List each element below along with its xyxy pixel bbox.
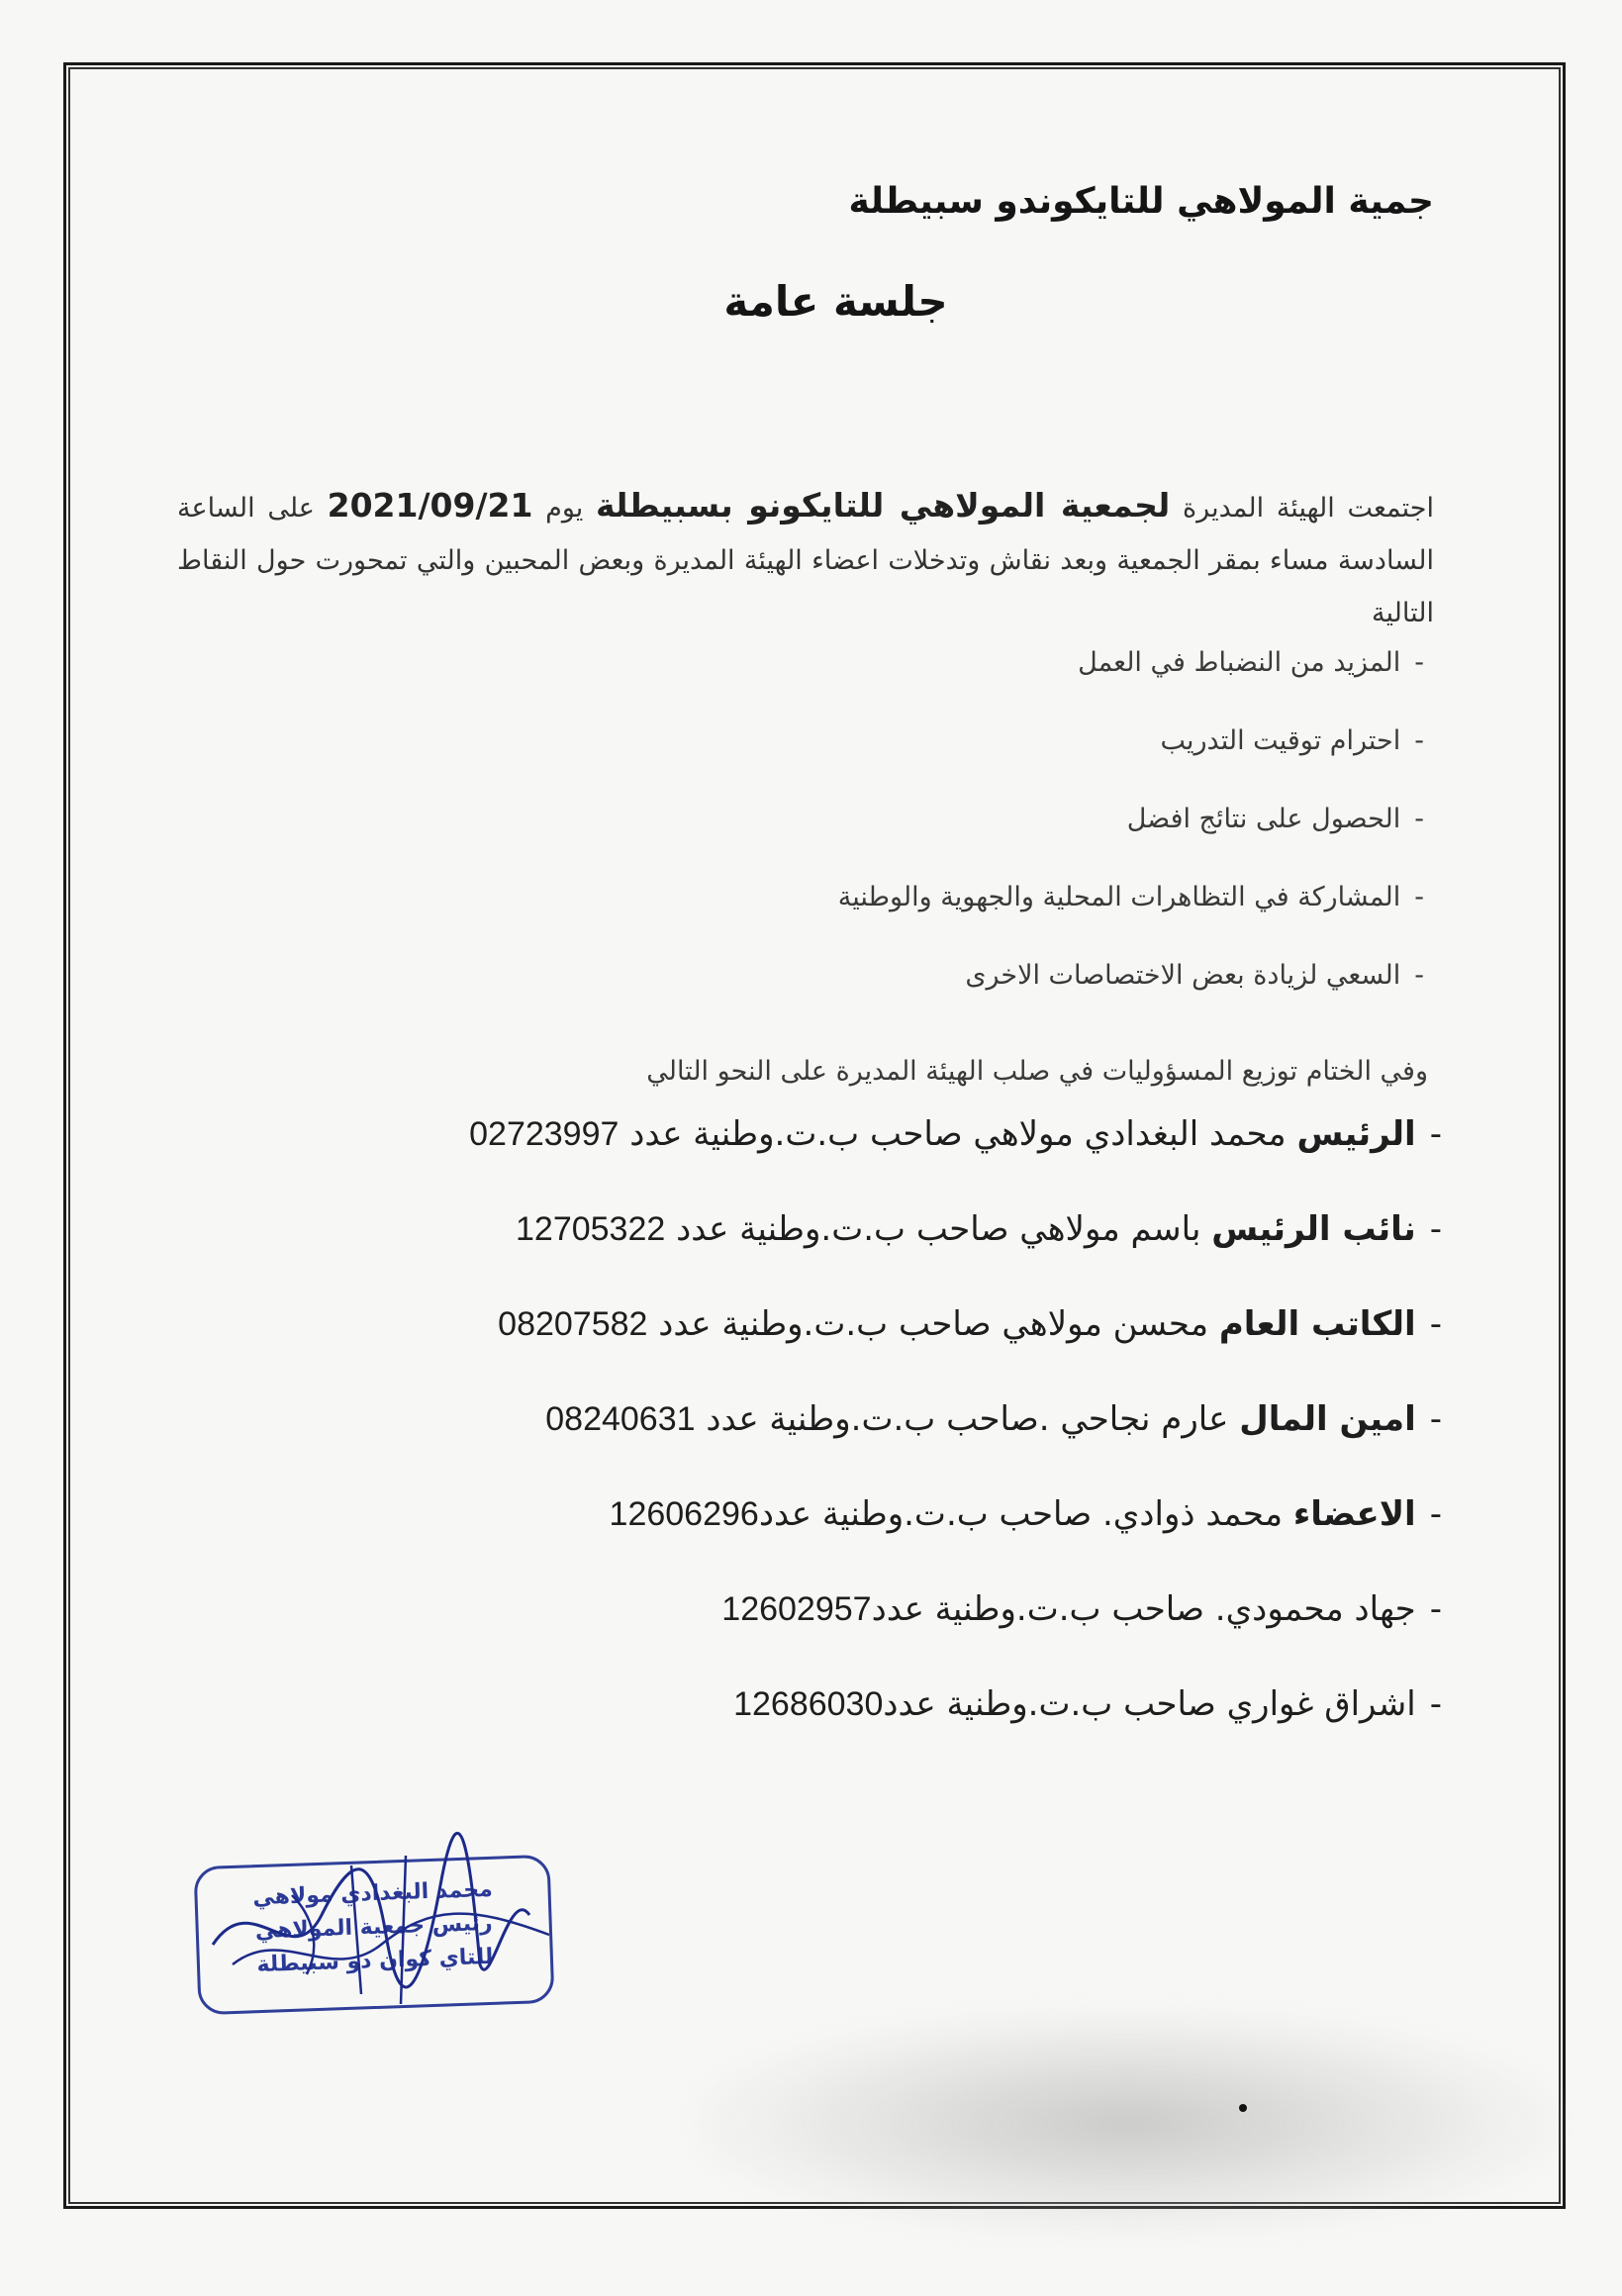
scan-shadow [693, 2009, 1564, 2237]
officer-role: الاعضاء [1292, 1494, 1416, 1534]
officer-role: الكاتب العام [1218, 1304, 1416, 1344]
agenda-point: -السعي لزيادة بعض الاختصاصات الاخرى [965, 960, 1424, 991]
session-title: جلسة عامة [723, 277, 948, 326]
officer-role: امين المال [1239, 1399, 1416, 1439]
officer-id: 12705322 [516, 1210, 666, 1248]
officer-id: 08207582 [498, 1305, 648, 1343]
agenda-point: -المشاركة في التظاهرات المحلية والجهوية والوطنية [837, 882, 1424, 912]
agenda-point: -المزيد من النضباط في العمل [1078, 647, 1424, 678]
intro-text-1: اجتمعت الهيئة المديرة [1170, 493, 1434, 524]
officer-row: -امين المال عارم نجاحي .صاحب ب.ت.وطنية عدد 08240631 [545, 1399, 1442, 1439]
officer-id: 08240631 [545, 1400, 696, 1438]
officer-row: -الاعضاء محمد ذوادي. صاحب ب.ت.وطنية عدد12606296 [609, 1494, 1442, 1534]
signature [173, 1826, 589, 2024]
officers-list [469, 1110, 1442, 1775]
officer-id: 02723997 [469, 1115, 620, 1153]
officer-id: 12602957 [721, 1590, 872, 1628]
intro-text-2: يوم [532, 493, 597, 524]
meeting-date: 2021/09/21 [327, 486, 533, 525]
intro-association-name: لجمعية المولاهي للتايكونو بسبيطلة [596, 486, 1171, 525]
officer-row: -اشراق غواري صاحب ب.ت.وطنية عدد12686030 [733, 1684, 1442, 1724]
officer-row: -نائب الرئيس باسم مولاهي صاحب ب.ت.وطنية عدد 12705322 [516, 1209, 1442, 1249]
association-title: جمية المولاهي للتايكوندو سبيطلة [848, 181, 1434, 222]
officer-role: نائب الرئيس [1211, 1209, 1416, 1249]
officer-row: -الكاتب العام محسن مولاهي صاحب ب.ت.وطنية عدد 08207582 [498, 1304, 1442, 1344]
agenda-point: -الحصول على نتائج افضل [1126, 804, 1424, 834]
officer-role: الرئيس [1296, 1114, 1416, 1154]
officer-id: 12686030 [733, 1685, 884, 1723]
officer-id: 12606296 [609, 1495, 759, 1533]
stamp-line: رئيس جمعية المولاهي [254, 1910, 494, 1945]
closing-statement: وفي الختام توزيع المسؤوليات في صلب الهيئة المديرة على النحو التالي [646, 1056, 1428, 1087]
intro-paragraph [177, 479, 1434, 639]
agenda-points [838, 643, 1424, 1034]
ink-dot [1239, 2104, 1247, 2112]
agenda-point: -احترام توقيت التدريب [1160, 725, 1424, 756]
officer-row: -الرئيس محمد البغدادي مولاهي صاحب ب.ت.وطنية عدد 02723997 [469, 1114, 1442, 1154]
stamp-line: للتاي كوان دو سبيطلة [256, 1944, 494, 1978]
stamp-line: محمد البغدادي مولاهي [251, 1876, 494, 1911]
intro-text-3: على الساعة السادسة مساء بمقر الجمعية وبعد نقاش وتدخلات اعضاء الهيئة المديرة وبعض المحبين والتي تمحورت حول النقاط التالية [177, 493, 1434, 628]
officer-row: -جهاد محمودي. صاحب ب.ت.وطنية عدد12602957 [721, 1589, 1442, 1629]
